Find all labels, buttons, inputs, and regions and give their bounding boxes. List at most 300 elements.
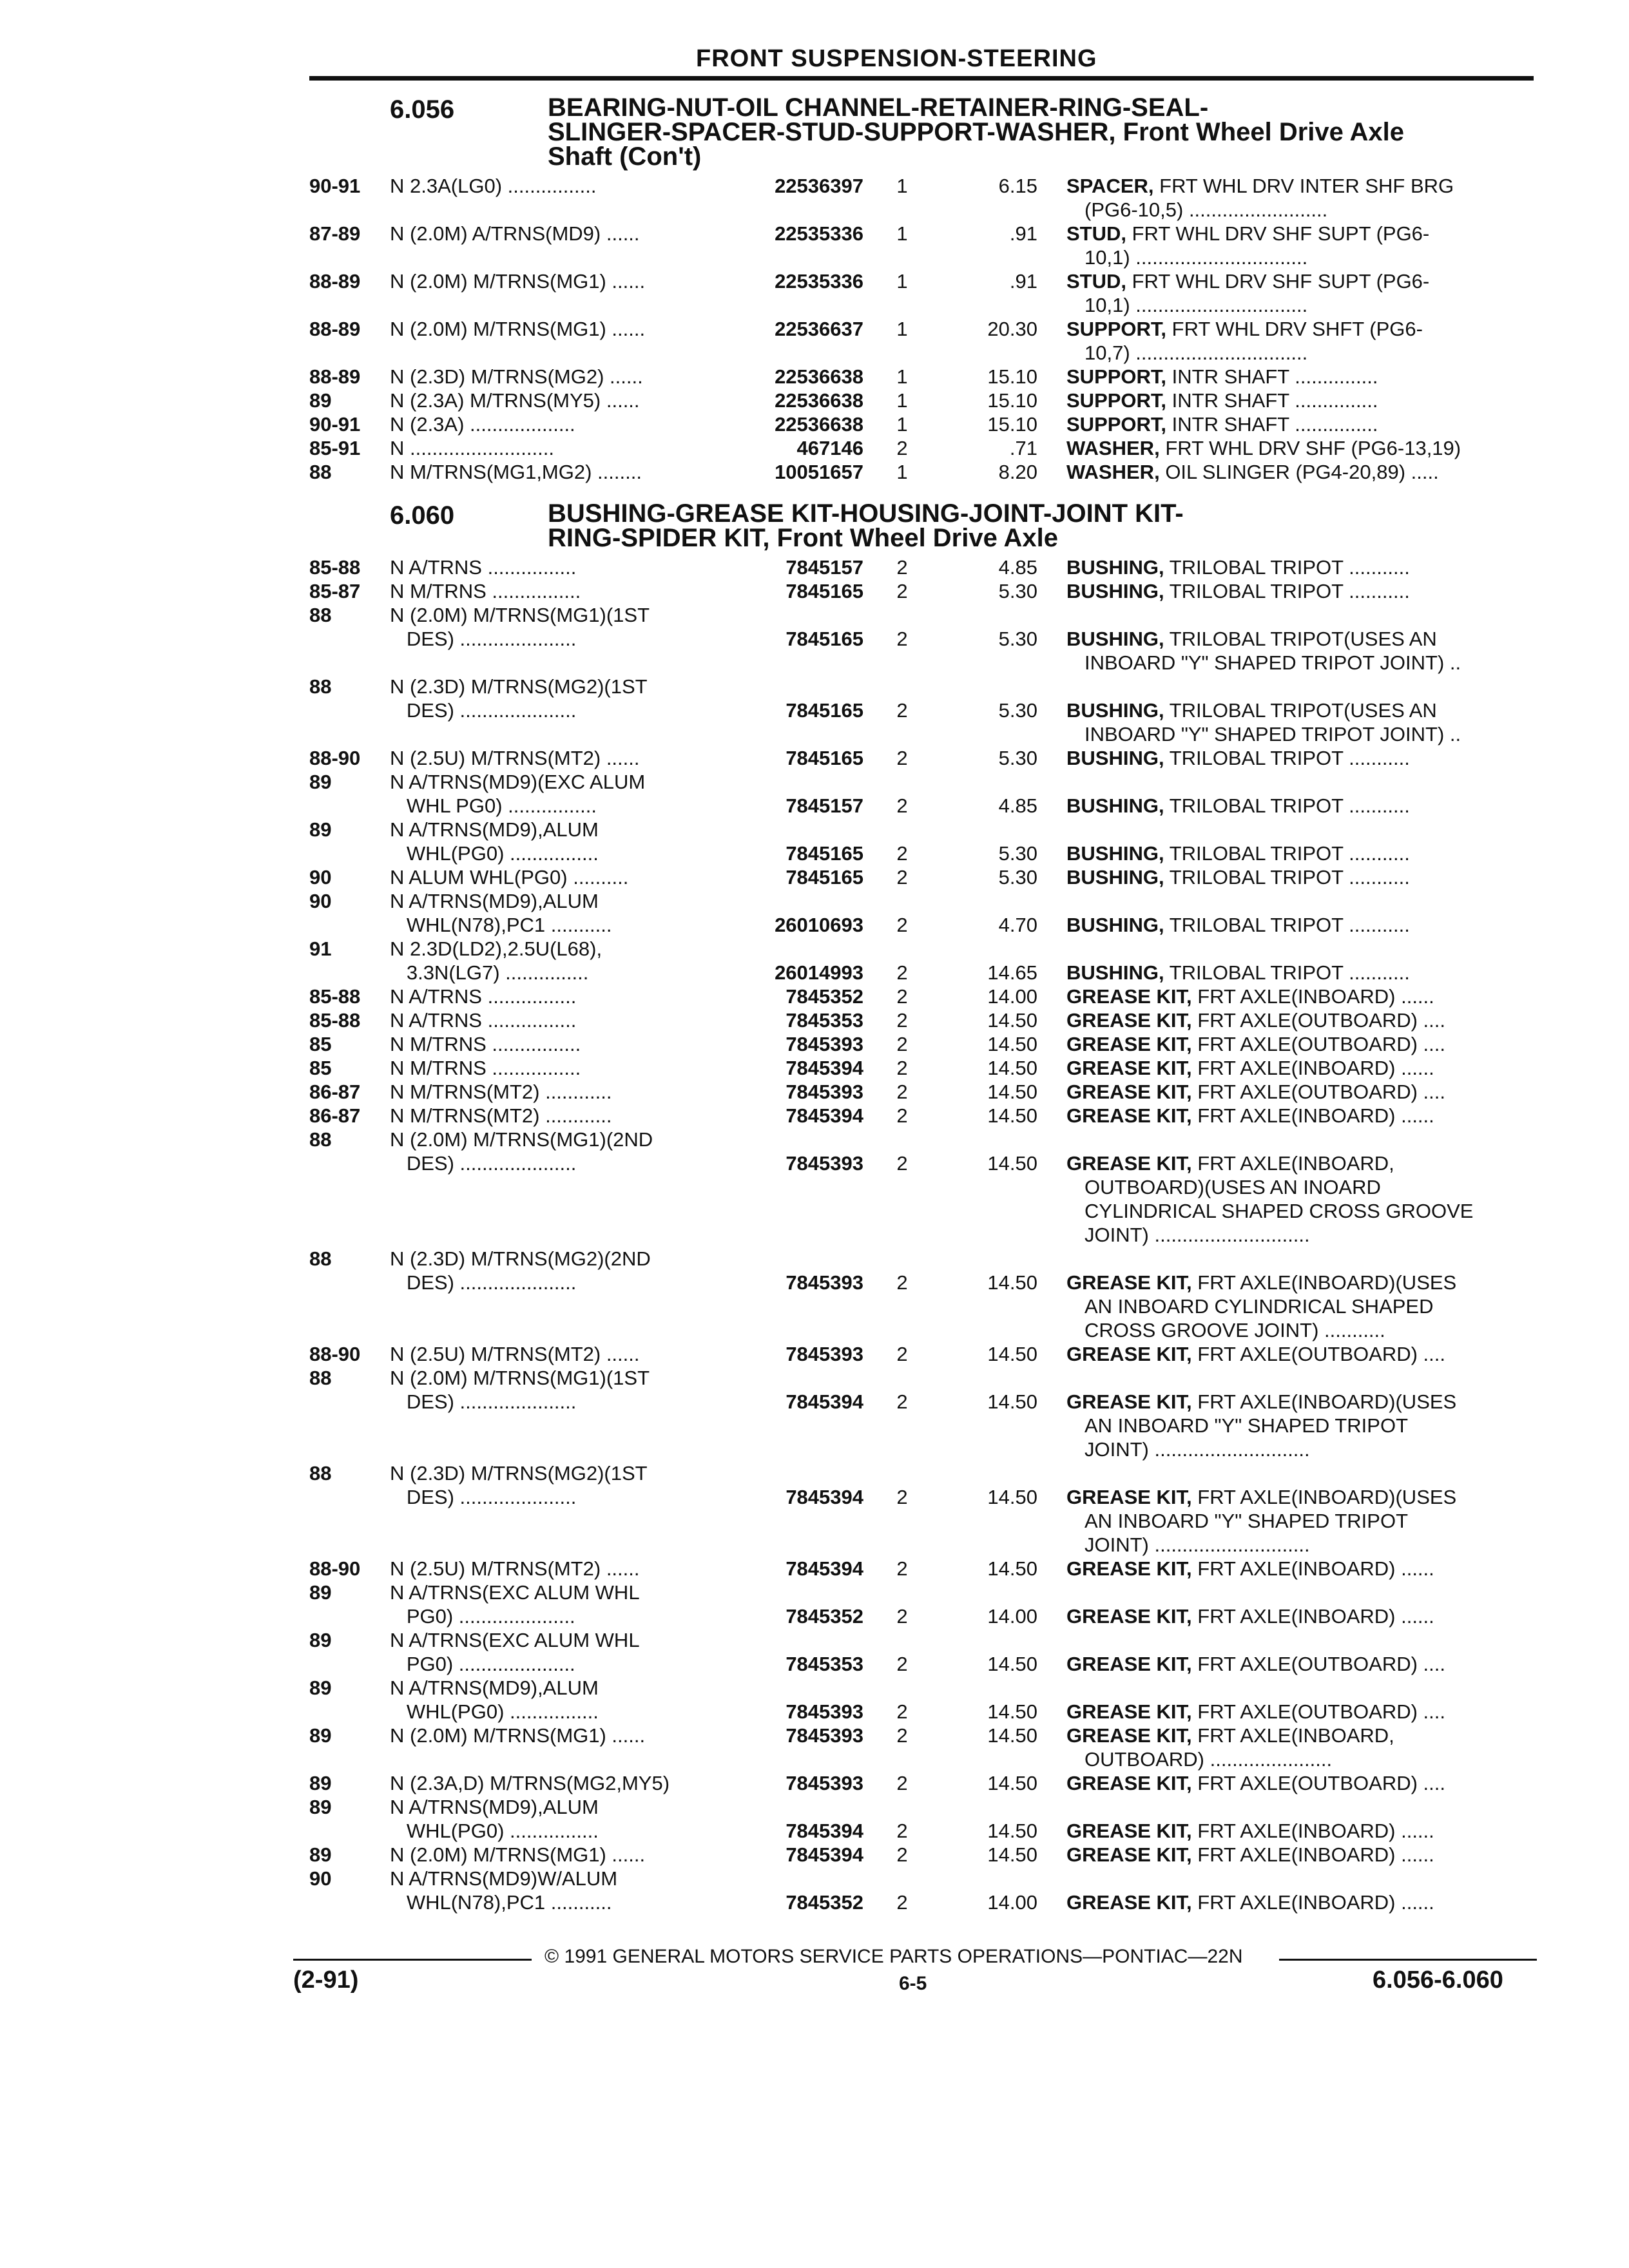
quantity: 2 xyxy=(896,1390,908,1413)
application-text: PG0) ..................... xyxy=(390,1605,575,1628)
section-title-line: RING-SPIDER KIT, Front Wheel Drive Axle xyxy=(548,524,1058,552)
description-line xyxy=(1066,341,1548,365)
page-header-title: FRONT SUSPENSION-STEERING xyxy=(696,45,1097,72)
description-line xyxy=(1066,1223,1548,1247)
model-year: 89 xyxy=(309,1581,332,1604)
parts-row xyxy=(0,222,1629,269)
application-text: N (2.0M) M/TRNS(MG1) ...... xyxy=(390,1843,646,1866)
application-text: N (2.5U) M/TRNS(MT2) ...... xyxy=(390,747,640,769)
quantity: 2 xyxy=(896,1009,908,1032)
quantity: 2 xyxy=(896,1104,908,1127)
application-text: N M/TRNS(MT2) ............ xyxy=(390,1081,612,1103)
description-line xyxy=(1066,1199,1548,1223)
description-name: GREASE KIT, xyxy=(1066,1724,1192,1747)
price: 15.10 xyxy=(987,389,1037,412)
description-line xyxy=(1066,1724,1530,1747)
description-text: FRT WHL DRV SHF SUPT (PG6- xyxy=(1132,270,1430,293)
description-line xyxy=(1066,269,1530,293)
model-year: 85-88 xyxy=(309,1009,361,1032)
model-year: 88 xyxy=(309,1367,332,1389)
section-title-line: Shaft (Con't) xyxy=(548,142,702,171)
description-line xyxy=(1066,1771,1530,1795)
model-year: 88 xyxy=(309,1128,332,1151)
price: 14.50 xyxy=(987,1843,1037,1866)
description-text: FRT AXLE(OUTBOARD) .... xyxy=(1197,1033,1445,1055)
description-line xyxy=(1066,1390,1530,1414)
footer-rule-right xyxy=(1279,1959,1537,1961)
parts-row xyxy=(0,746,1629,770)
footer-date-code: (2-91) xyxy=(293,1966,359,1994)
description-name: GREASE KIT, xyxy=(1066,1033,1192,1055)
price: 5.30 xyxy=(998,580,1037,602)
application-text: N A/TRNS ................ xyxy=(390,556,577,579)
model-year: 89 xyxy=(309,771,332,793)
parts-row xyxy=(0,1056,1629,1080)
price: 4.70 xyxy=(998,914,1037,936)
model-year: 87-89 xyxy=(309,222,361,245)
description-line xyxy=(1066,579,1530,603)
part-number: 7845394 xyxy=(786,1843,863,1866)
quantity: 2 xyxy=(896,1605,908,1628)
description-name: GREASE KIT, xyxy=(1066,1605,1192,1628)
description-line xyxy=(1066,1414,1548,1437)
application-text: N M/TRNS ................ xyxy=(390,1033,581,1055)
application-text: N A/TRNS(EXC ALUM WHL xyxy=(390,1581,640,1604)
model-year: 89 xyxy=(309,1843,332,1866)
application-text: N (2.0M) M/TRNS(MG1) ...... xyxy=(390,1724,646,1747)
description-text: INTR SHAFT ............... xyxy=(1171,365,1378,388)
part-number: 7845393 xyxy=(786,1033,863,1055)
description-line xyxy=(1066,1294,1548,1318)
price: 15.10 xyxy=(987,413,1037,436)
description-text: CYLINDRICAL SHAPED CROSS GROOVE xyxy=(1084,1200,1474,1222)
description-text: (PG6-10,5) ......................... xyxy=(1084,198,1328,221)
application-text: N A/TRNS ................ xyxy=(390,985,577,1008)
model-year: 89 xyxy=(309,818,332,841)
application-text: N 2.3A(LG0) ................ xyxy=(390,175,597,197)
description-text: OUTBOARD)(USES AN INOARD xyxy=(1084,1176,1381,1198)
description-line xyxy=(1066,1557,1530,1581)
description-text: FRT AXLE(OUTBOARD) .... xyxy=(1197,1772,1445,1794)
parts-row xyxy=(0,1581,1629,1628)
description-text: TRILOBAL TRIPOT ........... xyxy=(1169,747,1410,769)
description-text: OUTBOARD) ...................... xyxy=(1084,1748,1333,1771)
model-year: 85 xyxy=(309,1057,332,1079)
part-number: 7845157 xyxy=(786,794,863,817)
part-number: 22535336 xyxy=(775,270,863,293)
description-name: BUSHING, xyxy=(1066,961,1164,984)
part-number: 7845157 xyxy=(786,556,863,579)
quantity: 1 xyxy=(896,222,908,245)
part-number: 22535336 xyxy=(775,222,863,245)
application-text: WHL(PG0) ................ xyxy=(390,842,599,865)
price: 14.50 xyxy=(987,1772,1037,1794)
description-line xyxy=(1066,555,1530,579)
price: 14.50 xyxy=(987,1700,1037,1723)
model-year: 89 xyxy=(309,389,332,412)
description-name: BUSHING, xyxy=(1066,556,1164,579)
model-year: 90-91 xyxy=(309,413,361,436)
parts-row xyxy=(0,174,1629,222)
quantity: 2 xyxy=(896,1653,908,1675)
description-line xyxy=(1066,1485,1530,1509)
description-name: GREASE KIT, xyxy=(1066,1271,1192,1294)
price: 14.65 xyxy=(987,961,1037,984)
price: 14.50 xyxy=(987,1104,1037,1127)
application-text: N M/TRNS ................ xyxy=(390,580,581,602)
price: 14.50 xyxy=(987,1009,1037,1032)
parts-row xyxy=(0,1867,1629,1914)
price: 14.50 xyxy=(987,1820,1037,1842)
model-year: 88-89 xyxy=(309,365,361,388)
description-text: FRT AXLE(INBOARD) ...... xyxy=(1197,1891,1434,1914)
quantity: 2 xyxy=(896,1891,908,1914)
application-text: DES) ..................... xyxy=(390,699,577,722)
application-text: DES) ..................... xyxy=(390,1390,577,1413)
description-line xyxy=(1066,1151,1530,1175)
model-year: 88 xyxy=(309,675,332,698)
parts-row xyxy=(0,865,1629,889)
description-name: BUSHING, xyxy=(1066,842,1164,865)
description-text: JOINT) ............................ xyxy=(1084,1224,1310,1246)
description-line xyxy=(1066,1652,1530,1676)
price: 8.20 xyxy=(998,461,1037,483)
description-name: SUPPORT, xyxy=(1066,365,1167,388)
header-rule xyxy=(309,76,1534,81)
description-name: BUSHING, xyxy=(1066,866,1164,889)
section-title-line: SLINGER-SPACER-STUD-SUPPORT-WASHER, Front Wheel Drive Axle xyxy=(548,118,1405,146)
price: 14.50 xyxy=(987,1486,1037,1508)
application-text: N M/TRNS(MT2) ............ xyxy=(390,1104,612,1127)
parts-row xyxy=(0,818,1629,865)
description-line xyxy=(1066,293,1548,317)
quantity: 2 xyxy=(896,1271,908,1294)
price: 5.30 xyxy=(998,747,1037,769)
part-number: 22536638 xyxy=(775,413,863,436)
parts-row xyxy=(0,1795,1629,1843)
application-text: N (2.0M) A/TRNS(MD9) ...... xyxy=(390,222,640,245)
description-text: 10,1) ............................... xyxy=(1084,246,1308,269)
parts-row xyxy=(0,436,1629,460)
part-number: 7845393 xyxy=(786,1152,863,1175)
description-line xyxy=(1066,913,1530,937)
description-line xyxy=(1066,1008,1530,1032)
description-line xyxy=(1066,985,1530,1008)
description-line xyxy=(1066,865,1530,889)
description-name: STUD, xyxy=(1066,222,1126,245)
quantity: 2 xyxy=(896,747,908,769)
description-line xyxy=(1066,1509,1548,1533)
model-year: 90-91 xyxy=(309,175,361,197)
quantity: 1 xyxy=(896,413,908,436)
application-text: WHL(PG0) ................ xyxy=(390,1820,599,1842)
part-number: 7845393 xyxy=(786,1700,863,1723)
description-text: FRT WHL DRV SHF SUPT (PG6- xyxy=(1132,222,1430,245)
description-text: FRT AXLE(INBOARD) ...... xyxy=(1197,1843,1434,1866)
application-text: N (2.5U) M/TRNS(MT2) ...... xyxy=(390,1343,640,1365)
application-text: DES) ..................... xyxy=(390,1152,577,1175)
application-text: WHL PG0) ................ xyxy=(390,794,597,817)
section-title xyxy=(548,501,1534,550)
application-text: N (2.0M) M/TRNS(MG1)(2ND xyxy=(390,1128,653,1151)
description-text: FRT AXLE(OUTBOARD) .... xyxy=(1197,1700,1445,1723)
application-text: 3.3N(LG7) ............... xyxy=(390,961,589,984)
part-number: 22536638 xyxy=(775,365,863,388)
part-number: 7845165 xyxy=(786,866,863,889)
price: 5.30 xyxy=(998,842,1037,865)
part-number: 7845352 xyxy=(786,1605,863,1628)
application-text: DES) ..................... xyxy=(390,1271,577,1294)
quantity: 2 xyxy=(896,1486,908,1508)
price: 5.30 xyxy=(998,699,1037,722)
application-text: PG0) ..................... xyxy=(390,1653,575,1675)
part-number: 7845393 xyxy=(786,1081,863,1103)
model-year: 85-91 xyxy=(309,437,361,459)
model-year: 85-87 xyxy=(309,580,361,602)
description-line xyxy=(1066,1890,1530,1914)
description-text: FRT AXLE(INBOARD) ...... xyxy=(1197,1557,1434,1580)
part-number: 26010693 xyxy=(775,914,863,936)
price: 14.00 xyxy=(987,985,1037,1008)
model-year: 88-89 xyxy=(309,318,361,340)
quantity: 2 xyxy=(896,1152,908,1175)
price: .91 xyxy=(1009,222,1037,245)
description-name: BUSHING, xyxy=(1066,699,1164,722)
description-text: FRT AXLE(INBOARD)(USES xyxy=(1197,1486,1457,1508)
description-text: AN INBOARD CYLINDRICAL SHAPED xyxy=(1084,1295,1434,1318)
model-year: 90 xyxy=(309,866,332,889)
description-line xyxy=(1066,627,1530,651)
quantity: 2 xyxy=(896,1724,908,1747)
part-number: 467146 xyxy=(796,437,863,459)
quantity: 2 xyxy=(896,628,908,650)
application-text: N (2.3D) M/TRNS(MG2)(1ST xyxy=(390,675,648,698)
model-year: 86-87 xyxy=(309,1104,361,1127)
application-text: N .......................... xyxy=(390,437,554,459)
description-line xyxy=(1066,1604,1530,1628)
section-number: 6.060 xyxy=(390,501,455,530)
price: .71 xyxy=(1009,437,1037,459)
part-number: 7845394 xyxy=(786,1486,863,1508)
parts-row xyxy=(0,579,1629,603)
application-text: WHL(N78),PC1 ........... xyxy=(390,914,612,936)
description-text: TRILOBAL TRIPOT ........... xyxy=(1169,961,1410,984)
price: 14.50 xyxy=(987,1343,1037,1365)
description-line xyxy=(1066,436,1530,460)
application-text: WHL(N78),PC1 ........... xyxy=(390,1891,612,1914)
description-line xyxy=(1066,1080,1530,1104)
quantity: 2 xyxy=(896,1343,908,1365)
part-number: 7845352 xyxy=(786,985,863,1008)
price: 5.30 xyxy=(998,866,1037,889)
application-text: DES) ..................... xyxy=(390,1486,577,1508)
model-year: 88-90 xyxy=(309,1343,361,1365)
description-line xyxy=(1066,651,1548,675)
description-line xyxy=(1066,698,1530,722)
description-name: BUSHING, xyxy=(1066,628,1164,650)
model-year: 89 xyxy=(309,1724,332,1747)
part-number: 7845165 xyxy=(786,699,863,722)
description-text: FRT AXLE(INBOARD)(USES xyxy=(1197,1390,1457,1413)
part-number: 7845393 xyxy=(786,1724,863,1747)
quantity: 2 xyxy=(896,1700,908,1723)
description-line xyxy=(1066,174,1530,198)
application-text: N M/TRNS ................ xyxy=(390,1057,581,1079)
model-year: 85 xyxy=(309,1033,332,1055)
quantity: 2 xyxy=(896,1843,908,1866)
description-line xyxy=(1066,722,1548,746)
description-text: FRT WHL DRV SHF (PG6-13,19) xyxy=(1165,437,1461,459)
price: 14.50 xyxy=(987,1557,1037,1580)
parts-row xyxy=(0,675,1629,745)
part-number: 7845394 xyxy=(786,1820,863,1842)
description-text: TRILOBAL TRIPOT(USES AN xyxy=(1169,699,1437,722)
description-name: GREASE KIT, xyxy=(1066,1343,1192,1365)
model-year: 88-90 xyxy=(309,1557,361,1580)
quantity: 1 xyxy=(896,365,908,388)
section-title-line: BUSHING-GREASE KIT-HOUSING-JOINT-JOINT KIT- xyxy=(548,499,1184,528)
description-line xyxy=(1066,460,1530,484)
part-number: 26014993 xyxy=(775,961,863,984)
parts-row xyxy=(0,1557,1629,1581)
parts-row xyxy=(0,1366,1629,1461)
description-line xyxy=(1066,961,1530,985)
description-text: FRT AXLE(INBOARD) ...... xyxy=(1197,1104,1434,1127)
description-text: TRILOBAL TRIPOT ........... xyxy=(1169,794,1410,817)
description-line xyxy=(1066,1318,1548,1342)
price: 20.30 xyxy=(987,318,1037,340)
description-text: FRT AXLE(OUTBOARD) .... xyxy=(1197,1343,1445,1365)
model-year: 90 xyxy=(309,890,332,912)
application-text: N (2.3A) ................... xyxy=(390,413,575,436)
description-line xyxy=(1066,1104,1530,1128)
application-text: N A/TRNS(MD9),ALUM xyxy=(390,818,599,841)
part-number: 7845393 xyxy=(786,1343,863,1365)
part-number: 7845165 xyxy=(786,580,863,602)
description-text: CROSS GROOVE JOINT) ........... xyxy=(1084,1319,1385,1341)
model-year: 86-87 xyxy=(309,1081,361,1103)
price: 5.30 xyxy=(998,628,1037,650)
description-name: GREASE KIT, xyxy=(1066,1843,1192,1866)
section-title-line: BEARING-NUT-OIL CHANNEL-RETAINER-RING-SEAL- xyxy=(548,93,1209,122)
parts-row xyxy=(0,269,1629,317)
quantity: 1 xyxy=(896,389,908,412)
model-year: 88 xyxy=(309,461,332,483)
description-line xyxy=(1066,365,1530,389)
parts-row xyxy=(0,770,1629,818)
part-number: 22536637 xyxy=(775,318,863,340)
part-number: 7845393 xyxy=(786,1772,863,1794)
application-text: N A/TRNS(MD9)(EXC ALUM xyxy=(390,771,646,793)
parts-row xyxy=(0,1247,1629,1341)
price: 14.50 xyxy=(987,1081,1037,1103)
parts-row xyxy=(0,555,1629,579)
description-text: INTR SHAFT ............... xyxy=(1171,413,1378,436)
part-number: 22536638 xyxy=(775,389,863,412)
application-text: N M/TRNS(MG1,MG2) ........ xyxy=(390,461,642,483)
model-year: 91 xyxy=(309,937,332,960)
description-text: FRT AXLE(INBOARD) ...... xyxy=(1197,985,1434,1008)
application-text: N A/TRNS(MD9)W/ALUM xyxy=(390,1867,618,1890)
model-year: 88 xyxy=(309,1462,332,1485)
part-number: 7845353 xyxy=(786,1009,863,1032)
description-text: AN INBOARD "Y" SHAPED TRIPOT xyxy=(1084,1414,1409,1437)
description-line xyxy=(1066,1437,1548,1461)
part-number: 7845353 xyxy=(786,1653,863,1675)
description-line xyxy=(1066,1342,1530,1366)
parts-row xyxy=(0,985,1629,1008)
application-text: N (2.3D) M/TRNS(MG2)(1ST xyxy=(390,1462,648,1485)
model-year: 89 xyxy=(309,1796,332,1818)
price: .91 xyxy=(1009,270,1037,293)
quantity: 2 xyxy=(896,1057,908,1079)
application-text: N A/TRNS(MD9),ALUM xyxy=(390,1677,599,1699)
description-line xyxy=(1066,1175,1548,1199)
description-name: GREASE KIT, xyxy=(1066,1081,1192,1103)
footer-section-range: 6.056-6.060 xyxy=(1373,1966,1503,1994)
part-number: 7845165 xyxy=(786,747,863,769)
application-text: N (2.0M) M/TRNS(MG1)(1ST xyxy=(390,604,650,626)
description-text: FRT AXLE(OUTBOARD) .... xyxy=(1197,1653,1445,1675)
quantity: 2 xyxy=(896,580,908,602)
description-name: GREASE KIT, xyxy=(1066,1772,1192,1794)
description-name: SUPPORT, xyxy=(1066,389,1167,412)
parts-row xyxy=(0,1724,1629,1771)
quantity: 1 xyxy=(896,270,908,293)
parts-row xyxy=(0,1676,1629,1724)
description-text: FRT AXLE(OUTBOARD) .... xyxy=(1197,1081,1445,1103)
section-title xyxy=(548,95,1534,169)
price: 14.50 xyxy=(987,1724,1037,1747)
quantity: 2 xyxy=(896,842,908,865)
description-text: FRT AXLE(OUTBOARD) .... xyxy=(1197,1009,1445,1032)
price: 14.00 xyxy=(987,1605,1037,1628)
parts-row xyxy=(0,365,1629,389)
description-text: TRILOBAL TRIPOT ........... xyxy=(1169,580,1410,602)
part-number: 7845393 xyxy=(786,1271,863,1294)
description-name: BUSHING, xyxy=(1066,794,1164,817)
description-text: FRT AXLE(INBOARD) ...... xyxy=(1197,1820,1434,1842)
description-text: FRT WHL DRV SHFT (PG6- xyxy=(1171,318,1423,340)
description-name: SUPPORT, xyxy=(1066,318,1167,340)
description-name: GREASE KIT, xyxy=(1066,1152,1192,1175)
parts-row xyxy=(0,1008,1629,1032)
description-text: FRT AXLE(INBOARD, xyxy=(1197,1724,1394,1747)
description-text: FRT WHL DRV INTER SHF BRG xyxy=(1159,175,1454,197)
description-name: BUSHING, xyxy=(1066,914,1164,936)
description-line xyxy=(1066,245,1548,269)
parts-row xyxy=(0,603,1629,674)
quantity: 2 xyxy=(896,699,908,722)
part-number: 7845394 xyxy=(786,1557,863,1580)
quantity: 1 xyxy=(896,461,908,483)
description-text: INBOARD "Y" SHAPED TRIPOT JOINT) .. xyxy=(1084,651,1461,674)
description-line xyxy=(1066,389,1530,412)
quantity: 2 xyxy=(896,794,908,817)
quantity: 2 xyxy=(896,437,908,459)
description-line xyxy=(1066,1271,1530,1294)
description-text: FRT AXLE(INBOARD) ...... xyxy=(1197,1057,1434,1079)
parts-row xyxy=(0,889,1629,937)
parts-row xyxy=(0,1128,1629,1246)
application-text: N (2.3D) M/TRNS(MG2)(2ND xyxy=(390,1247,651,1270)
quantity: 2 xyxy=(896,961,908,984)
quantity: 1 xyxy=(896,318,908,340)
footer-rule-left xyxy=(293,1959,532,1961)
description-name: GREASE KIT, xyxy=(1066,1486,1192,1508)
description-text: TRILOBAL TRIPOT ........... xyxy=(1169,842,1410,865)
price: 4.85 xyxy=(998,794,1037,817)
